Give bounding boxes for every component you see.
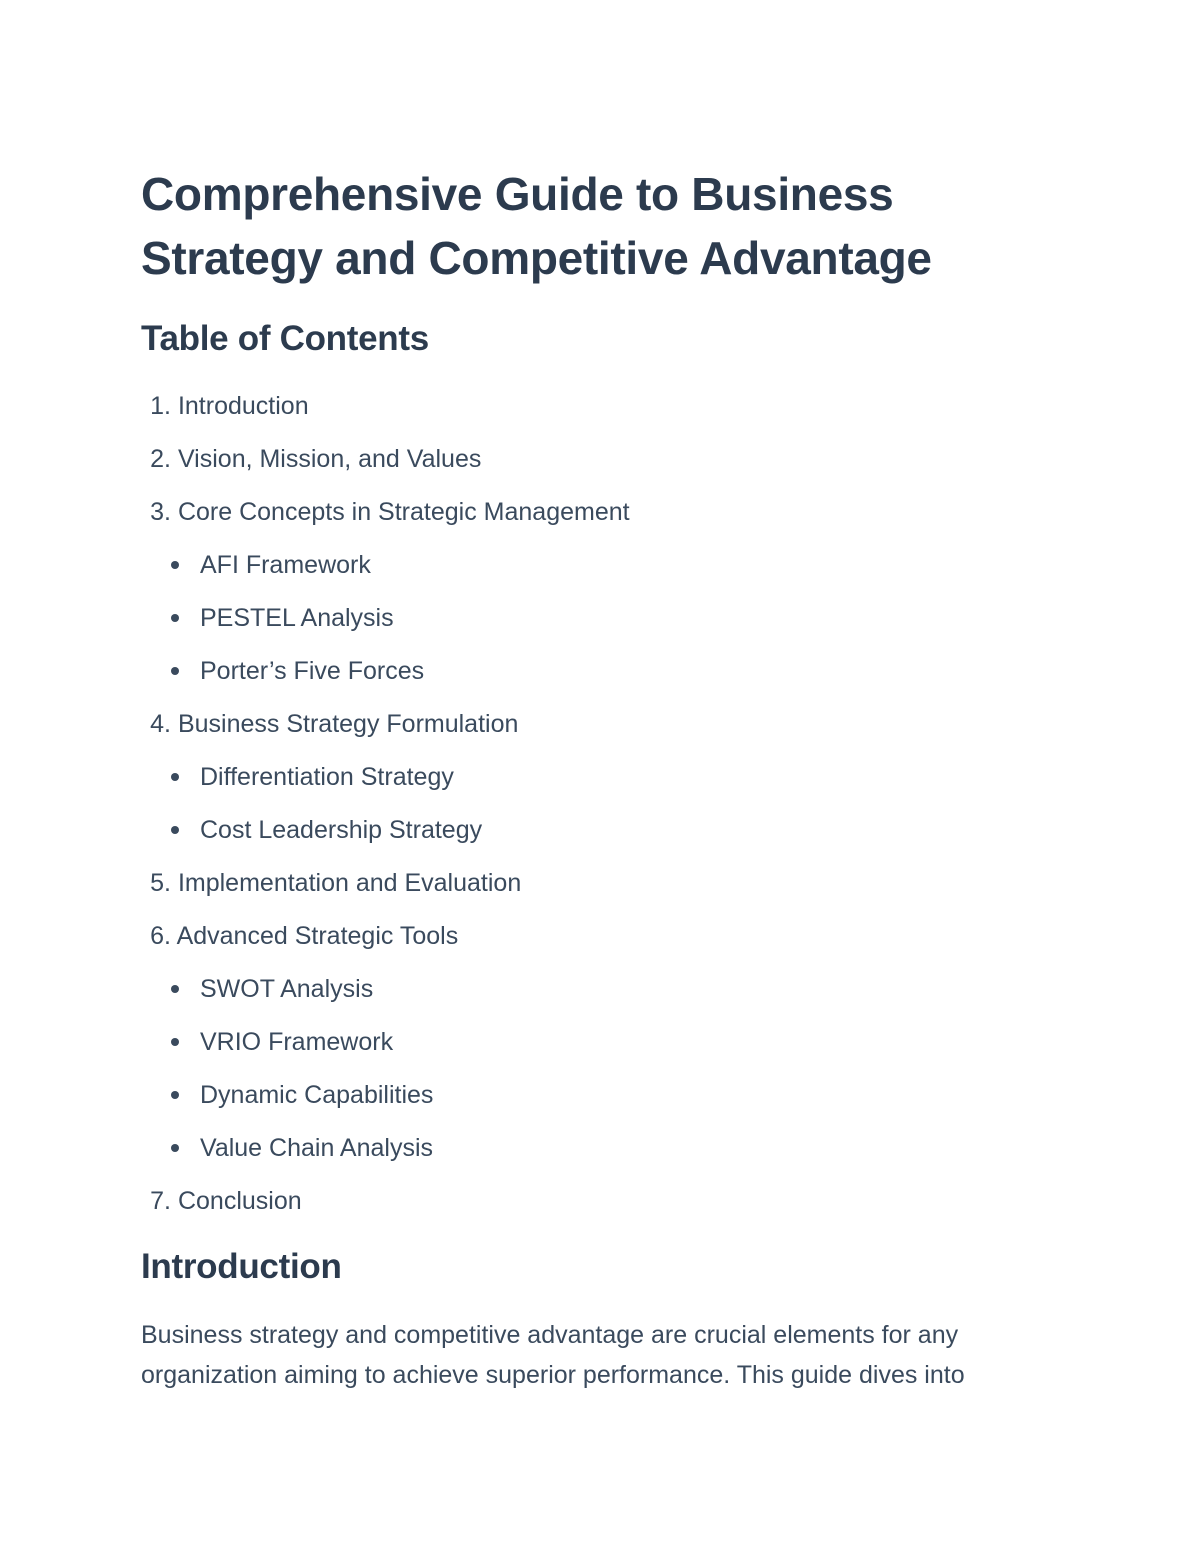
toc-item-number: 7.	[150, 1187, 171, 1215]
toc-item-number: 4.	[150, 710, 171, 738]
toc-subitem-label: AFI Framework	[200, 551, 371, 579]
bullet-icon	[171, 826, 179, 834]
toc-subitem-differentiation	[141, 751, 1041, 804]
toc-item-core-concepts	[141, 486, 1041, 539]
toc-subitem-label: SWOT Analysis	[200, 975, 374, 1003]
bullet-icon	[171, 773, 179, 781]
toc-subitem-label: Value Chain Analysis	[200, 1134, 434, 1162]
toc-subitem-value-chain	[141, 1122, 1041, 1175]
toc-subitem-label: Porter’s Five Forces	[200, 657, 425, 685]
bullet-icon	[171, 1091, 179, 1099]
table-of-contents	[141, 380, 1041, 1228]
toc-item-conclusion	[141, 1175, 1041, 1228]
toc-item-number: 5.	[150, 869, 171, 897]
toc-subitem-label: Differentiation Strategy	[200, 763, 454, 791]
section-heading-introduction: Introduction	[141, 1247, 342, 1286]
toc-item-label: Implementation and Evaluation	[177, 869, 522, 897]
document-title-line-2: Strategy and Competitive Advantage	[141, 232, 932, 284]
toc-item-label: Business Strategy Formulation	[177, 710, 519, 738]
toc-item-vision-mission-values	[141, 433, 1041, 486]
toc-subitem-label: PESTEL Analysis	[200, 604, 394, 632]
toc-item-number: 2.	[150, 445, 171, 473]
toc-subitem-porters-five-forces	[141, 645, 1041, 698]
toc-item-advanced-tools	[141, 910, 1041, 963]
toc-item-number: 6.	[150, 922, 171, 950]
bullet-icon	[171, 1144, 179, 1152]
introduction-line-2: organization aiming to achieve superior performance. This guide dives into	[141, 1361, 965, 1389]
toc-subitem-label: Dynamic Capabilities	[200, 1081, 434, 1109]
bullet-icon	[171, 561, 179, 569]
toc-subitem-label: Cost Leadership Strategy	[200, 816, 483, 844]
toc-item-introduction	[141, 380, 1041, 433]
bullet-icon	[171, 1038, 179, 1046]
toc-subitem-cost-leadership	[141, 804, 1041, 857]
toc-item-number: 3.	[150, 498, 171, 526]
introduction-line-1: Business strategy and competitive advantage are crucial elements for any	[141, 1321, 959, 1349]
toc-heading: Table of Contents	[141, 319, 429, 358]
toc-subitem-dynamic-capabilities	[141, 1069, 1041, 1122]
toc-item-label: Conclusion	[177, 1187, 302, 1215]
toc-subitem-vrio	[141, 1016, 1041, 1069]
toc-item-strategy-formulation	[141, 698, 1041, 751]
toc-item-label: Vision, Mission, and Values	[177, 445, 482, 473]
toc-item-implementation	[141, 857, 1041, 910]
toc-subitem-swot	[141, 963, 1041, 1016]
bullet-icon	[171, 614, 179, 622]
bullet-icon	[171, 985, 179, 993]
toc-subitem-label: VRIO Framework	[200, 1028, 394, 1056]
document-title-line-1: Comprehensive Guide to Business	[141, 168, 894, 220]
toc-item-number: 1.	[150, 392, 171, 420]
toc-item-label: Introduction	[177, 392, 309, 420]
toc-subitem-pestel	[141, 592, 1041, 645]
toc-item-label: Core Concepts in Strategic Management	[177, 498, 630, 526]
toc-item-label: Advanced Strategic Tools	[176, 922, 459, 950]
document-title	[141, 162, 1071, 290]
toc-subitem-afi-framework	[141, 539, 1041, 592]
introduction-paragraph	[141, 1315, 1056, 1395]
bullet-icon	[171, 667, 179, 675]
